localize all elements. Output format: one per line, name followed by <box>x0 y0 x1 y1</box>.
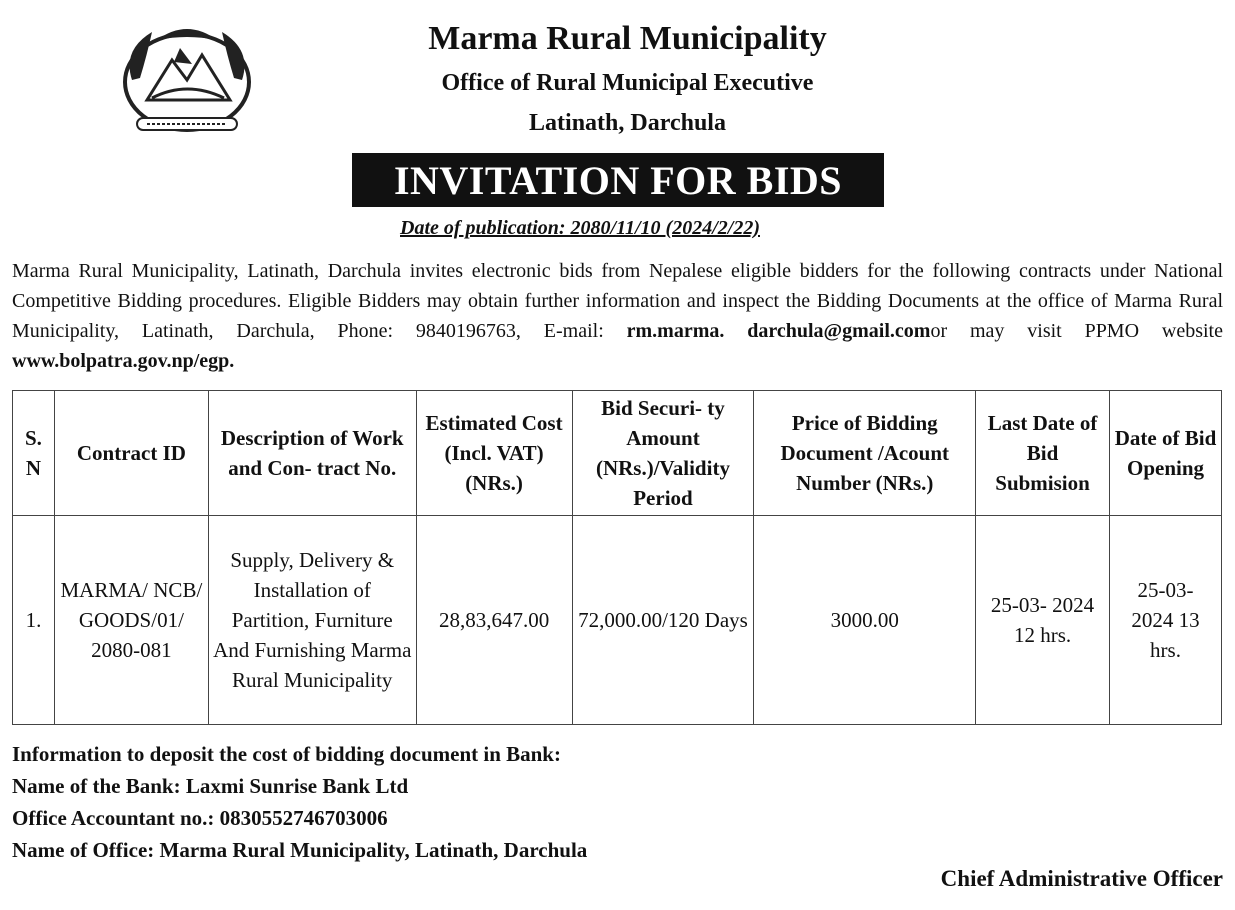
intro-mid: or may visit PPMO website <box>930 320 1223 342</box>
table-header-row <box>13 391 1222 516</box>
header-sn: S. N <box>13 391 55 516</box>
header-last-date: Last Date of Bid Submision <box>976 391 1110 516</box>
bank-account: Office Accountant no.: 0830552746703006 <box>12 806 388 830</box>
contact-email[interactable]: rm.marma. darchula@gmail.com <box>626 320 931 342</box>
cell-opening: 25-03- 2024 13 hrs. <box>1110 516 1222 725</box>
table-row <box>13 516 1222 725</box>
header-cost: Estimated Cost (Incl. VAT) (NRs.) <box>416 391 572 516</box>
cell-cost: 28,83,647.00 <box>416 516 572 725</box>
cell-sn: 1. <box>13 516 55 725</box>
office-name: Office of Rural Municipal Executive <box>441 70 814 96</box>
header-contract-id: Contract ID <box>54 391 208 516</box>
publication-date: Date of publication: 2080/11/10 (2024/2/22) <box>400 217 760 239</box>
office-location: Latinath, Darchula <box>529 110 726 136</box>
header-opening: Date of Bid Opening <box>1110 391 1222 516</box>
header-description: Description of Work and Con- tract No. <box>208 391 416 516</box>
header-price: Price of Bidding Document /Acount Number (NRs.) <box>754 391 976 516</box>
bank-office: Name of Office: Marma Rural Municipality, Latinath, Darchula <box>12 838 588 862</box>
ppmo-website-link[interactable]: www.bolpatra.gov.np/egp. <box>12 350 235 372</box>
cell-price: 3000.00 <box>754 516 976 725</box>
notice-banner: INVITATION FOR BIDS <box>352 153 884 207</box>
intro-text: Marma Rural Municipality, Latinath, Darchula invites electronic bids from Nepalese eligible bidders for the following contracts under National Competitive Bidding procedures. Eligible Bidders may obtain further information and inspect the Bidding Documents at the office of Marma Rural Municipality, Latinath, Darchula, Phone: 9840196763, E-mail: <box>12 260 1223 342</box>
cell-last-date: 25-03- 2024 12 hrs. <box>976 516 1110 725</box>
bids-table <box>12 390 1222 725</box>
intro-paragraph <box>12 256 1223 376</box>
bank-name: Name of the Bank: Laxmi Sunrise Bank Ltd <box>12 774 409 798</box>
cell-contract-id: MARMA/ NCB/ GOODS/01/ 2080-081 <box>54 516 208 725</box>
signoff: Chief Administrative Officer <box>940 866 1223 891</box>
cell-description: Supply, Delivery & Installation of Partition, Furniture And Furnishing Marma Rural Municipality <box>208 516 416 725</box>
header-security: Bid Securi- ty Amount (NRs.)/Validity Period <box>572 391 754 516</box>
cell-security: 72,000.00/120 Days <box>572 516 754 725</box>
bank-heading: Information to deposit the cost of bidding document in Bank: <box>12 742 561 766</box>
org-name: Marma Rural Municipality <box>428 20 827 57</box>
bank-info <box>12 738 587 866</box>
